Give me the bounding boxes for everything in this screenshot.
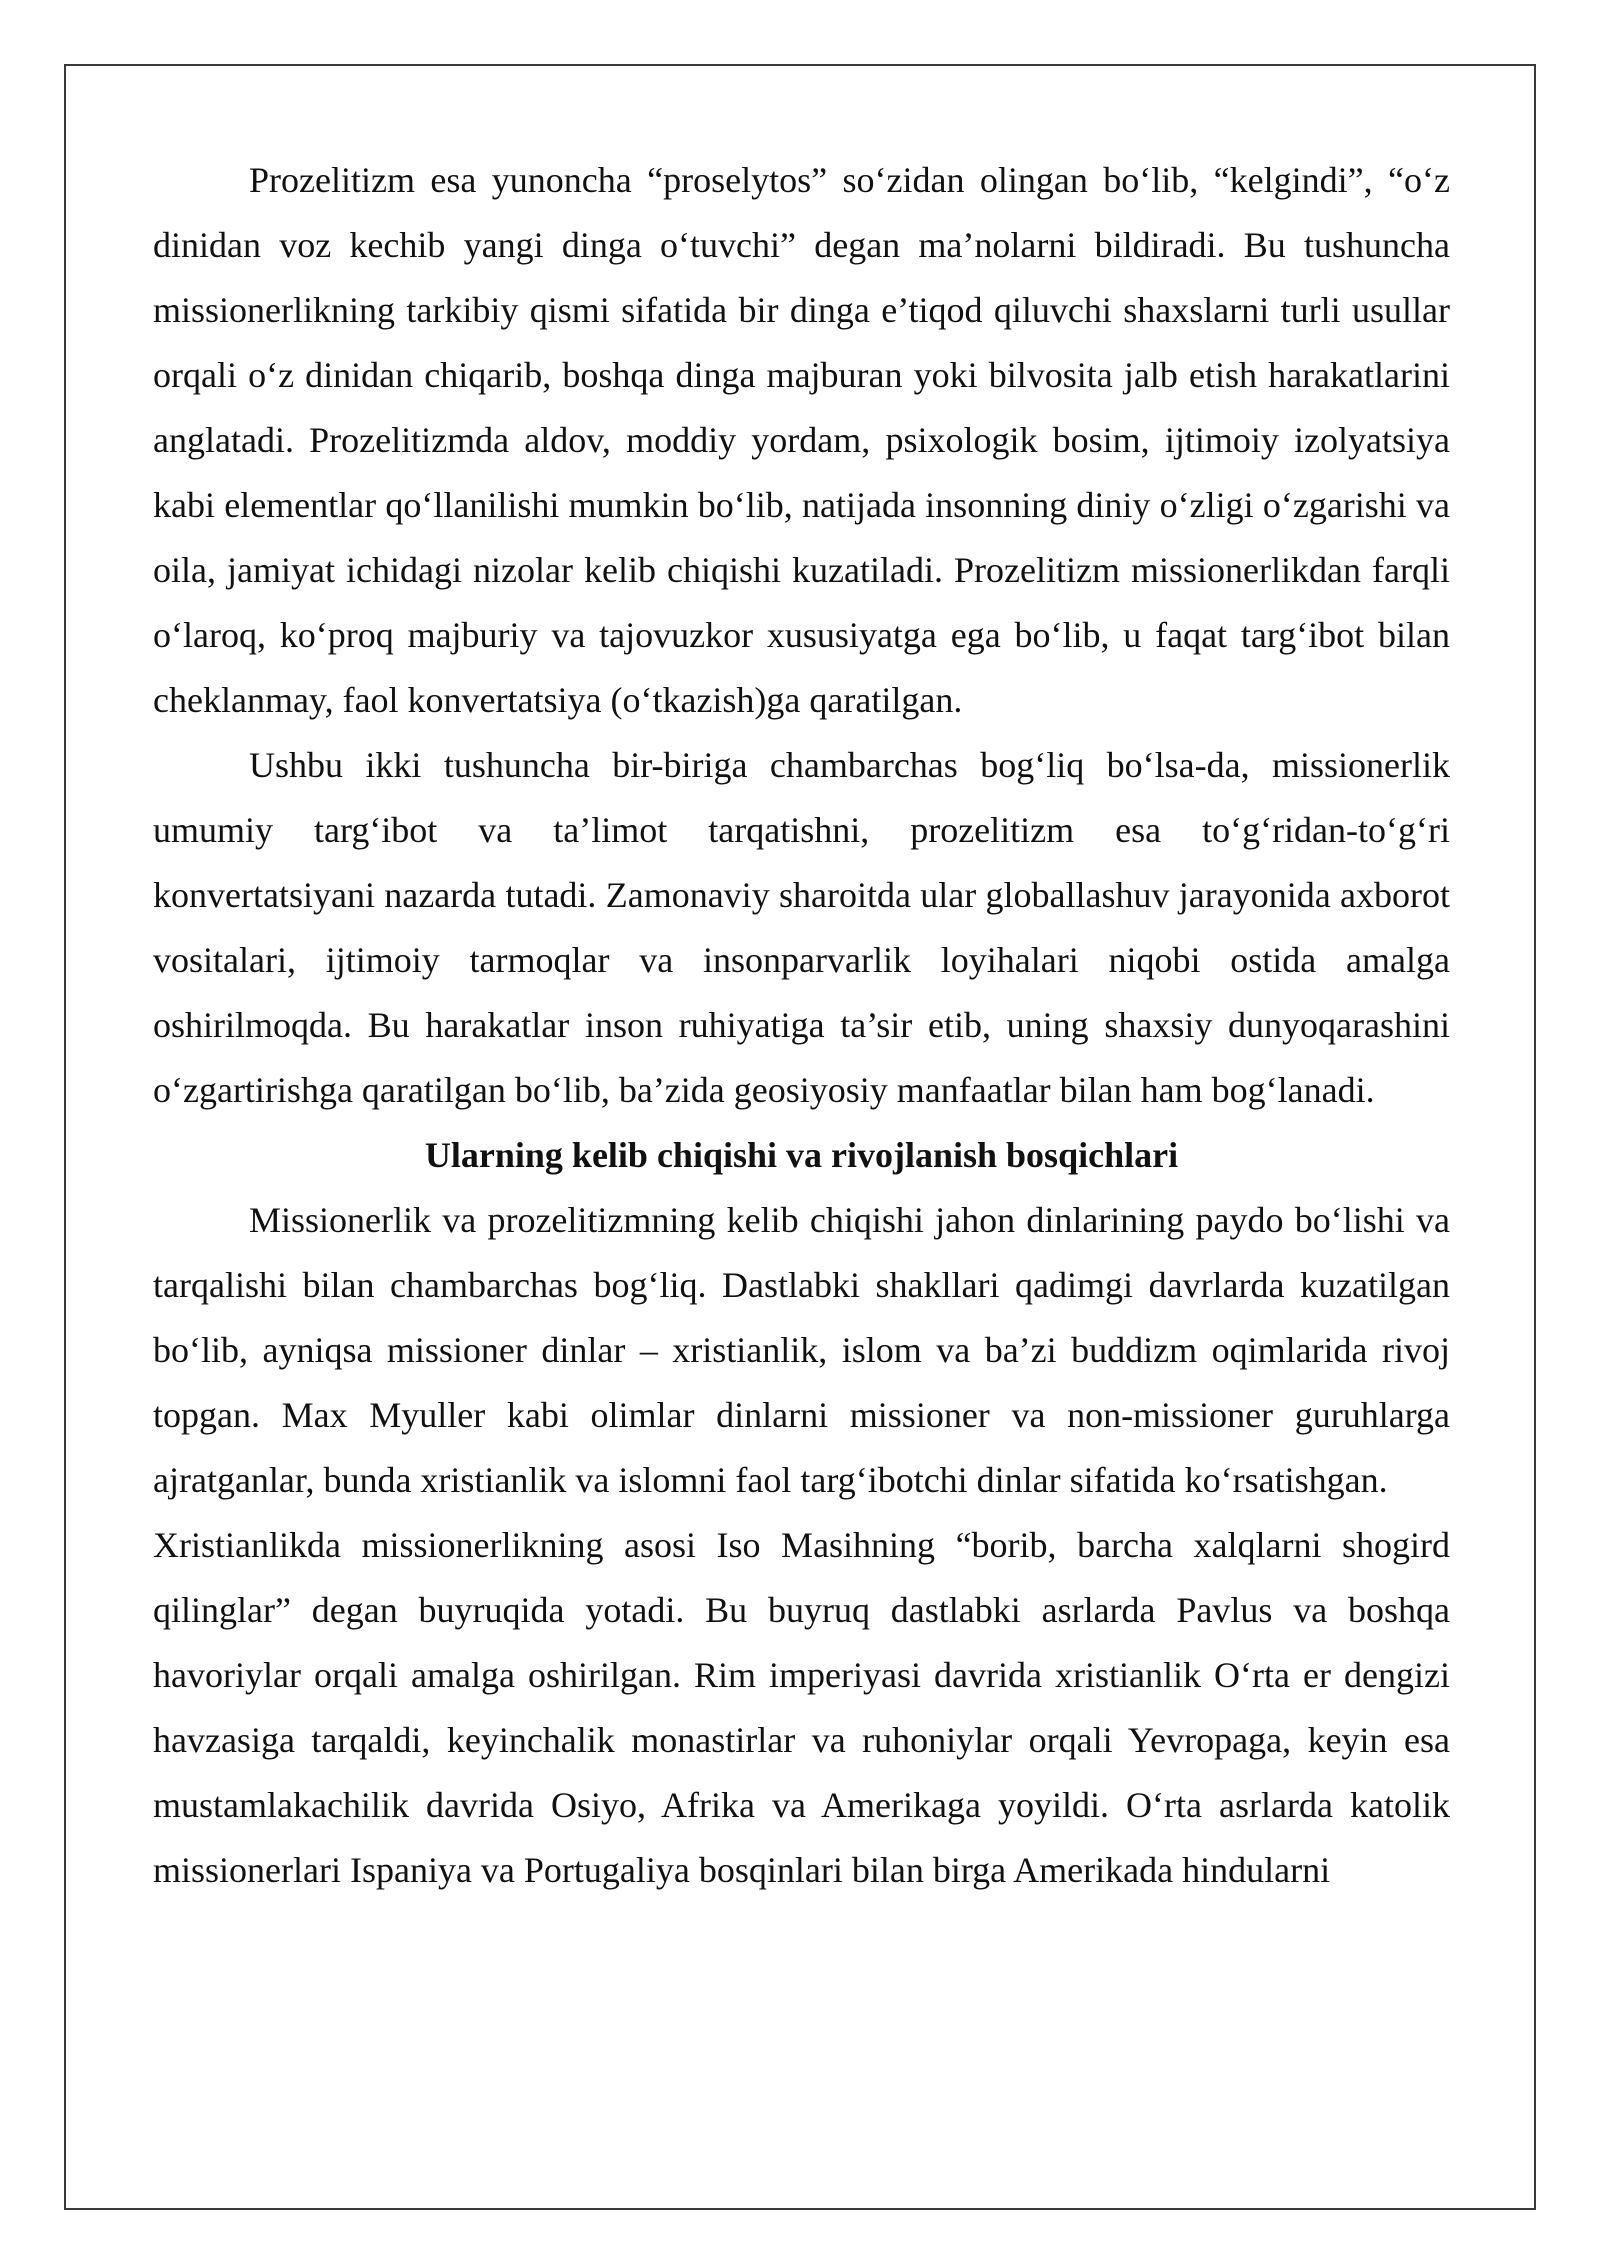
paragraph-origins: Missionerlik va prozelitizmning kelib chiqishi jahon dinlarining paydo bo‘lishi va tarqalishi bilan chambarchas bog‘liq. Dastlabki shakllari qadimgi davrlarda kuzatilgan bo‘lib, ayniqsa missioner dinlar – xristianlik, islom va ba’zi buddizm oqimlarida rivoj topgan. Max Myuller kabi olimlar dinlarni missioner va non-missioner guruhlarga ajratganlar, bunda xristianlik va islomni faol targ‘ibotchi dinlar sifatida ko‘rsatishgan. — [153, 1200, 1450, 1500]
paragraph-prozelitizm-definition: Prozelitizm esa yunoncha “proselytos” so‘zidan olingan bo‘lib, “kelgindi”, “o‘z dinidan voz kechib yangi dinga o‘tuvchi” degan ma’nolarni bildiradi. Bu tushuncha missionerlikning tarkibiy qismi sifatida bir dinga e’tiqod qiluvchi shaxslarni turli usullar orqali o‘z dinidan chiqarib, boshqa dinga majburan yoki bilvosita jalb etish harakatlarini anglatadi. Prozelitizmda aldov, moddiy yordam, psixologik bosim, ijtimoiy izolyatsiya kabi elementlar qo‘llanilishi mumkin bo‘lib, natijada insonning diniy o‘zligi o‘zgarishi va oila, jamiyat ichidagi nizolar kelib chiqishi kuzatiladi. Prozelitizm missionerlikdan farqli o‘laroq, ko‘proq majburiy va tajovuzkor xususiyatga ega bo‘lib, u faqat targ‘ibot bilan cheklanmay, faol konvertatsiya (o‘tkazish)ga qaratilgan. — [153, 160, 1450, 720]
paragraph-christianity: Xristianlikda missionerlikning asosi Iso Masihning “borib, barcha xalqlarni shogird qilinglar” degan buyruqida yotadi. Bu buyruq dastlabki asrlarda Pavlus va boshqa havoriylar orqali amalga oshirilgan. Rim imperiyasi davrida xristianlik O‘rta er dengizi havzasiga tarqaldi, keyinchalik monastirlar va ruhoniylar orqali Yevropaga, keyin esa mustamlakachilik davrida Osiyo, Afrika va Amerikaga yoyildi. O‘rta asrlarda katolik missionerlari Ispaniya va Portugaliya bosqinlari bilan birga Amerikada hindularni — [153, 1525, 1450, 1890]
document-body — [153, 148, 1450, 1903]
section-heading: Ularning kelib chiqishi va rivojlanish bosqichlari — [424, 1135, 1179, 1175]
paragraph-concepts-relation: Ushbu ikki tushuncha bir-biriga chambarchas bog‘liq bo‘lsa-da, missionerlik umumiy targ‘ibot va ta’limot tarqatishni, prozelitizm esa to‘g‘ridan-to‘g‘ri konvertatsiyani nazarda tutadi. Zamonaviy sharoitda ular globallashuv jarayonida axborot vositalari, ijtimoiy tarmoqlar va insonparvarlik loyihalari niqobi ostida amalga oshirilmoqda. Bu harakatlar inson ruhiyatiga ta’sir etib, uning shaxsiy dunyoqarashini o‘zgartirishga qaratilgan bo‘lib, ba’zida geosiyosiy manfaatlar bilan ham bog‘lanadi. — [153, 745, 1450, 1110]
